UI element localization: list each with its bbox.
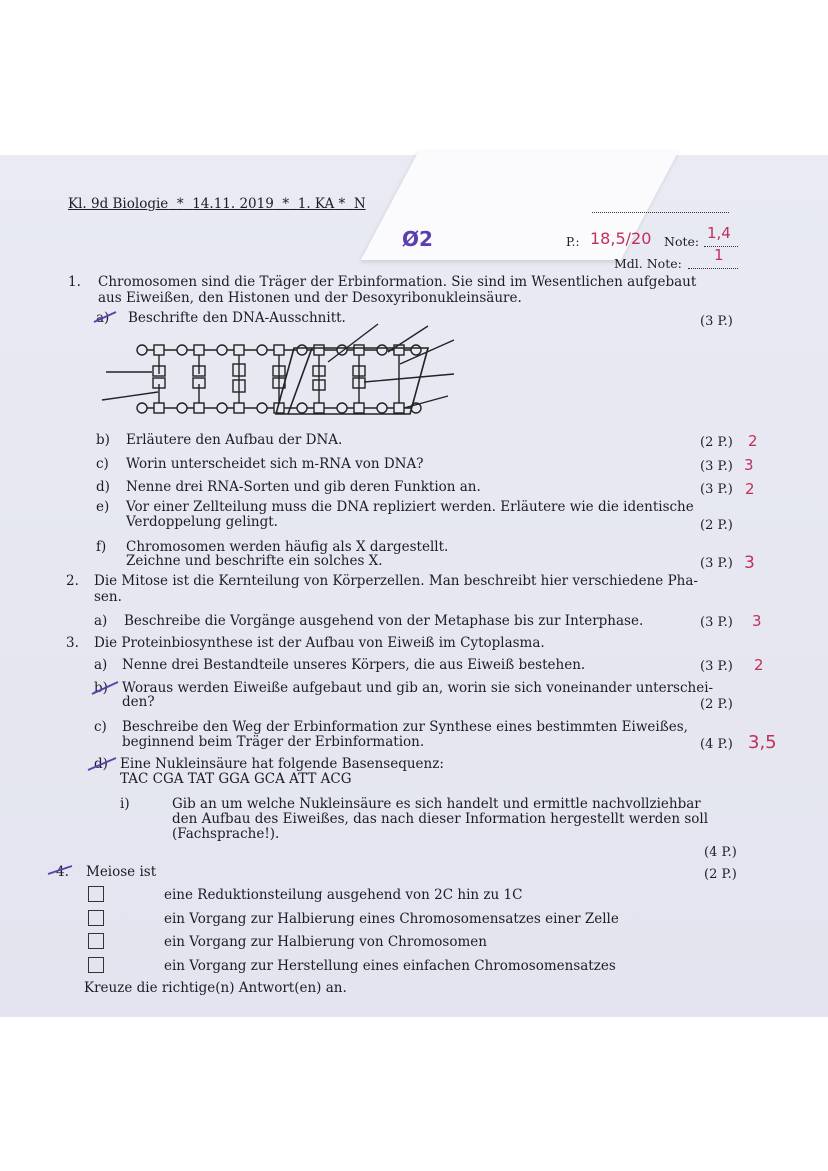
q4-number: 4.	[56, 864, 69, 880]
q1c-score: 3	[744, 456, 754, 474]
q3c-score: 3,5	[748, 732, 777, 753]
separator: *	[338, 196, 346, 212]
q1f-letter: f)	[96, 539, 107, 555]
name-dotted-line	[592, 212, 729, 213]
q4-option-3-text: ein Vorgang zur Halbierung von Chromosomen	[164, 934, 487, 950]
margin-mark: Ø2	[402, 227, 433, 251]
q3c-line2: beginnend beim Träger der Erbinformation.	[122, 734, 425, 750]
q3d-letter: d)	[94, 756, 108, 772]
q3di-points: (4 P.)	[704, 845, 737, 860]
q4-option-1-text: eine Reduktionsteilung ausgehend von 2C hin zu 1C	[164, 887, 523, 903]
q2-intro-line1: Die Mitose ist die Kernteilung von Körperzellen. Man beschreibt hier verschiedene Pha-	[94, 573, 698, 589]
q1b-letter: b)	[96, 432, 110, 448]
q3-number: 3.	[66, 635, 79, 651]
exam-date: 14.11. 2019	[192, 196, 274, 212]
q1e-letter: e)	[96, 499, 110, 515]
q2a-text: Beschreibe die Vorgänge ausgehend von der Metaphase bis zur Interphase.	[124, 613, 644, 629]
points-label: P.:	[566, 235, 580, 249]
q2-intro-line2: sen.	[94, 589, 122, 605]
q1b-score: 2	[748, 432, 758, 450]
q3b-points: (2 P.)	[700, 697, 733, 712]
q1a-text: Beschrifte den DNA-Ausschnitt.	[128, 310, 346, 326]
q2a-points: (3 P.)	[700, 615, 733, 630]
q2a-score: 3	[752, 612, 762, 630]
q3b-letter: b)	[94, 680, 108, 696]
strike-mark-icon	[86, 752, 126, 776]
q1d-text: Nenne drei RNA-Sorten und gib deren Funktion an.	[126, 479, 481, 495]
q3c-line1: Beschreibe den Weg der Erbinformation zur Synthese eines bestimmten Eiweißes,	[122, 719, 688, 735]
q1-intro-line2: aus Eiweißen, den Histonen und der Desoxyribonukleinsäure.	[98, 290, 522, 306]
q1c-points: (3 P.)	[700, 459, 733, 474]
q1b-text: Erläutere den Aufbau der DNA.	[126, 432, 343, 448]
q1e-line1: Vor einer Zellteilung muss die DNA repliziert werden. Erläutere wie die identische	[126, 499, 694, 515]
q4-option-4-checkbox[interactable]	[88, 957, 104, 973]
q3b-line2: den?	[122, 694, 155, 710]
q1f-score: 3	[744, 553, 755, 573]
q4-option-3-checkbox[interactable]	[88, 933, 104, 949]
q3a-score: 2	[754, 656, 764, 674]
q1b-points: (2 P.)	[700, 435, 733, 450]
q1d-points: (3 P.)	[700, 482, 733, 497]
grade-value: 1,4	[707, 224, 731, 242]
q3di-letter: i)	[120, 796, 130, 812]
q4-option-2-checkbox[interactable]	[88, 910, 104, 926]
q3c-letter: c)	[94, 719, 107, 735]
q3d-sequence: TAC CGA TAT GGA GCA ATT ACG	[120, 771, 352, 787]
q2-number: 2.	[66, 573, 79, 589]
strike-mark-icon	[46, 860, 76, 880]
q3b-line1: Woraus werden Eiweiße aufgebaut und gib an, worin sie sich voneinander unterschei-	[122, 680, 714, 696]
q1f-line1: Chromosomen werden häufig als X dargestellt.	[126, 539, 449, 555]
q4-option-2-text: ein Vorgang zur Halbierung eines Chromosomensatzes einer Zelle	[164, 911, 619, 927]
q1c-text: Worin unterscheidet sich m-RNA von DNA?	[126, 456, 424, 472]
q3di-line1: Gib an um welche Nukleinsäure es sich handelt und ermittle nachvollziehbar	[172, 796, 701, 812]
q1f-line2: Zeichne und beschrifte ein solches X.	[126, 553, 383, 569]
grade-label: Note:	[664, 234, 700, 249]
q2a-letter: a)	[94, 613, 108, 629]
header-line	[68, 196, 366, 212]
q3-intro: Die Proteinbiosynthese ist der Aufbau von Eiweiß im Cytoplasma.	[94, 635, 545, 651]
q1-number: 1.	[68, 274, 81, 290]
q3d-line1: Eine Nukleinsäure hat folgende Basensequenz:	[120, 756, 444, 772]
q3a-text: Nenne drei Bestandteile unseres Körpers, die aus Eiweiß bestehen.	[122, 657, 586, 673]
points-value: 18,5/20	[590, 229, 652, 248]
q3c-points: (4 P.)	[700, 737, 733, 752]
q1d-letter: d)	[96, 479, 110, 495]
dna-diagram	[98, 322, 458, 422]
q4-option-4-text: ein Vorgang zur Herstellung eines einfachen Chromosomensatzes	[164, 958, 616, 974]
q1a-letter: a)	[96, 310, 110, 326]
q3di-line3: (Fachsprache!).	[172, 826, 280, 842]
q1f-points: (3 P.)	[700, 556, 733, 571]
q1a-points: (3 P.)	[700, 314, 733, 329]
q3a-letter: a)	[94, 657, 108, 673]
q1e-points: (2 P.)	[700, 518, 733, 533]
oral-dotted-line	[688, 268, 738, 269]
separator: *	[282, 196, 290, 212]
q1c-letter: c)	[96, 456, 109, 472]
class-subject: Kl. 9d Biologie	[68, 196, 169, 212]
q1e-line2: Verdoppelung gelingt.	[126, 514, 278, 530]
q1d-score: 2	[745, 480, 755, 498]
q4-intro: Meiose ist	[86, 864, 157, 880]
separator: *	[176, 196, 184, 212]
q3a-points: (3 P.)	[700, 659, 733, 674]
oral-grade-value: 1	[714, 246, 724, 264]
q4-points: (2 P.)	[704, 867, 737, 882]
strike-mark-icon	[88, 676, 128, 700]
exam-label: 1. KA	[297, 196, 335, 212]
q4-instruction: Kreuze die richtige(n) Antwort(en) an.	[84, 980, 347, 996]
oral-grade-label: Mdl. Note:	[614, 256, 682, 271]
q3di-line2: den Aufbau des Eiweißes, das nach dieser Information hergestellt werden soll	[172, 811, 709, 827]
q1-intro-line1: Chromosomen sind die Träger der Erbinformation. Sie sind im Wesentlichen aufgebaut	[98, 274, 697, 290]
name-field-start: N	[353, 196, 366, 212]
q4-option-1-checkbox[interactable]	[88, 886, 104, 902]
